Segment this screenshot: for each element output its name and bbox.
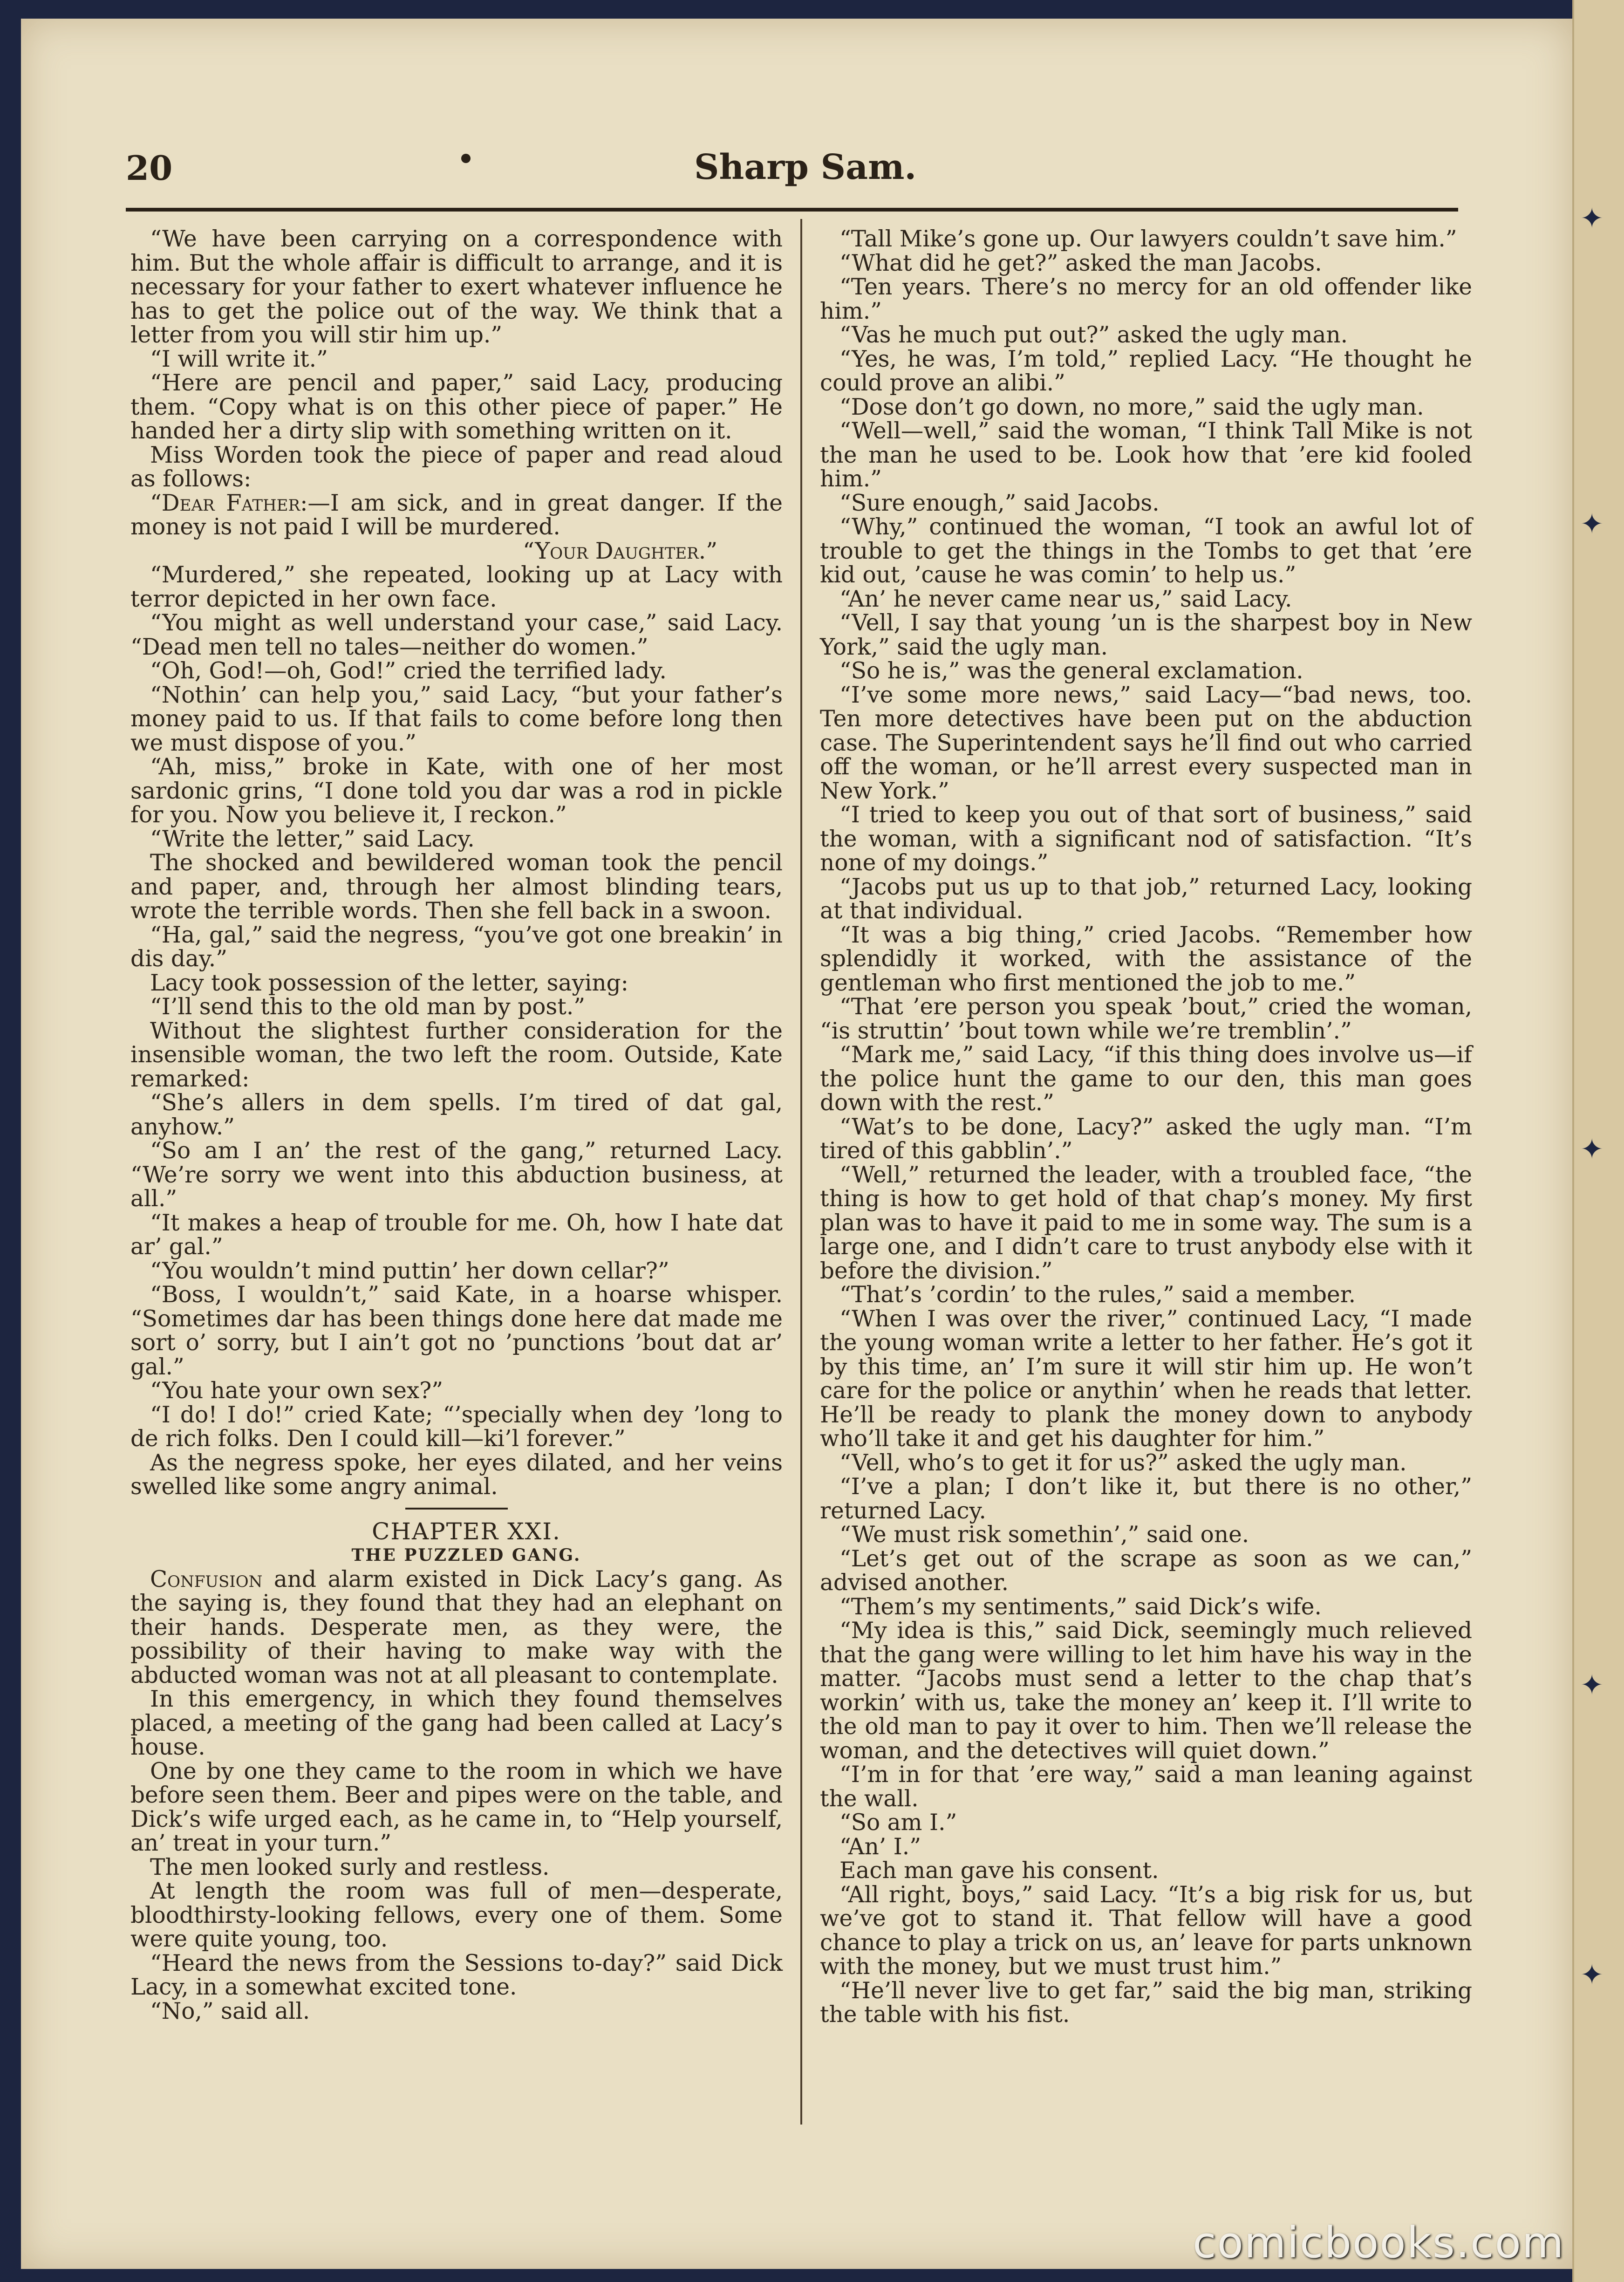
chapter-subtitle: THE PUZZLED GANG. [351,1545,581,1565]
paragraph: “That’s ’cordin’ to the rules,” said a member. [839,1282,1356,1308]
header-ornament [461,154,471,163]
paragraph: At length the room was full of men—desperate, bloodthirsty-looking fellows, every one of them. Some were quite young, too. [130,1878,783,1952]
paragraph: “Mark me,” said Lacy, “if this thing does involve us—if the police hunt the game to our den, this man goes down with the rest.” [820,1042,1472,1116]
paragraph: “Them’s my sentiments,” said Dick’s wife. [839,1593,1322,1620]
running-title: Sharp Sam. [694,147,917,187]
column-divider [800,219,802,2125]
paragraph: “Let’s get out of the scrape as soon as we can,” advised another. [820,1545,1472,1596]
chapter-lead-word: Confusion [150,1566,263,1592]
binding-staple-icon: ✦ [1580,1669,1604,1701]
paragraph: “Here are pencil and paper,” said Lacy, producing them. “Copy what is on this other piece of paper.” He handed her a dirty slip with something written on it. [130,370,783,444]
paragraph: “Murdered,” she repeated, looking up at Lacy with terror depicted in her own face. [130,562,783,612]
paragraph: As the negress spoke, her eyes dilated, and her veins swelled like some angry animal. [130,1449,783,1500]
page-number: 20 [126,148,173,188]
paragraph: In this emergency, in which they found themselves placed, a meeting of the gang had been called at Lacy’s house. [130,1686,783,1760]
chapter-rule [405,1508,508,1510]
paragraph: “Wat’s to be done, Lacy?” asked the ugly man. “I’m tired of this gabblin’.” [820,1114,1472,1164]
paragraph: “Write the letter,” said Lacy. [150,826,475,852]
paragraph: “Ah, miss,” broke in Kate, with one of her most sardonic grins, “I done told you dar was a rod in pickle for you. Now you believe it, I reckon.” [130,754,783,828]
paragraph-text: and alarm existed in Dick Lacy’s gang. As the saying is, they found that they had an elephant on their hands. Desperate men, as they were, the possibility of their having to make way with the abducted woman was not at all pleasant to contemplate. [130,1566,783,1688]
letter-signature: “Your Daughter.” [523,538,717,564]
paragraph: “Ha, gal,” said the negress, “you’ve got one breakin’ in dis day.” [130,922,783,972]
left-column [130,227,783,2023]
binding-staple-icon: ✦ [1580,202,1604,235]
paragraph: “I’m in for that ’ere way,” said a man leaning against the wall. [820,1762,1472,1812]
paragraph: “You hate your own sex?” [150,1378,444,1404]
paragraph: “Dose don’t go down, no more,” said the ugly man. [839,394,1424,420]
paragraph: “Boss, I wouldn’t,” said Kate, in a hoarse whisper. “Sometimes dar has been things done here dat made me sort o’ sorry, but I ain’t got no ’punctions ’bout dat ar’ gal.” [130,1282,783,1380]
paragraph: “Ten years. There’s no mercy for an old offender like him.” [820,274,1472,324]
chapter-title: CHAPTER XXI. [372,1517,561,1545]
paragraph: “Well—well,” said the woman, “I think Tall Mike is not the man he used to be. Look how that ’ere kid fooled him.” [820,418,1472,492]
paragraph: One by one they came to the room in which we have before seen them. Beer and pipes were on the table, and Dick’s wife urged each, as he came in, to “Help yourself, an’ treat in your turn.” [130,1758,783,1856]
paragraph: “It makes a heap of trouble for me. Oh, how I hate dat ar’ gal.” [130,1209,783,1260]
paragraph: “I tried to keep you out of that sort of business,” said the woman, with a significant nod of satisfaction. “It’s none of my doings.” [820,802,1472,876]
watermark: comicbooks.com [1193,2218,1565,2268]
binding-staple-icon: ✦ [1580,1133,1604,1166]
paragraph: “Jacobs put us up to that job,” returned Lacy, looking at that individual. [820,874,1472,924]
paragraph: “Sure enough,” said Jacobs. [839,490,1160,516]
paragraph: “I do! I do!” cried Kate; “’specially when dey ’long to de rich folks. Den I could kill—ki’l forever.” [130,1401,783,1452]
paragraph: “So am I an’ the rest of the gang,” returned Lacy. “We’re sorry we went into this abduction business, at all.” [130,1138,783,1212]
paragraph: “Heard the news from the Sessions to-day?” said Dick Lacy, in a somewhat excited tone. [130,1950,783,2000]
paragraph: “You might as well understand your case,” said Lacy. “Dead men tell no tales—neither do women.” [130,610,783,660]
paragraph: “An’ I.” [839,1833,921,1860]
paragraph: “My idea is this,” said Dick, seemingly much relieved that the gang were willing to let him have his way in the matter. “Jacobs must send a letter to the chap that’s workin’ with us, take the money an’ keep it. I’ll write to the old man to pay it over to him. Then we’ll release the woman, and the detectives will quiet down.” [820,1618,1472,1764]
paragraph: “He’ll never live to get far,” said the big man, striking the table with his fist. [820,1977,1472,2028]
paragraph: “So am I.” [839,1810,957,1836]
paragraph: “An’ he never came near us,” said Lacy. [839,586,1292,612]
paragraph: “Nothin’ can help you,” said Lacy, “but your father’s money paid to us. If that fails to come before long then we must dispose of you.” [130,682,783,756]
paragraph: “Yes, he was, I’m told,” replied Lacy. “He thought he could prove an alibi.” [820,346,1472,396]
paragraph: “Well,” returned the leader, with a troubled face, “the thing is how to get hold of that chap’s money. My first plan was to have it paid to me in some way. The sum is a large one, and I didn’t care to trust anybody else with it before the division.” [820,1161,1472,1284]
paragraph: Without the slightest further consideration for the insensible woman, the two left the room. Outside, Kate remarked: [130,1018,783,1092]
letter-body: —I am sick, and in great danger. If the money is not paid I will be murdered. [130,490,783,540]
paragraph: “We have been carrying on a correspondence with him. But the whole affair is difficult to arrange, and it is necessary for your father to exert whatever influence he has to get the police out of the way. We think that a letter from you will stir him up.” [130,226,783,348]
paragraph: “All right, boys,” said Lacy. “It’s a big risk for us, but we’ve got to stand it. That fellow will have a good chance to play a trick on us, an’ leave for parts unknown with the money, but we must trust him.” [820,1881,1472,1980]
paragraph: Lacy took possession of the letter, saying: [150,970,629,996]
paragraph: Miss Worden took the piece of paper and read aloud as follows: [130,442,783,492]
paragraph [130,1568,783,1688]
paragraph: “Vell, I say that young ’un is the sharpest boy in New York,” said the ugly man. [820,610,1472,660]
paragraph: “We must risk somethin’,” said one. [839,1522,1249,1548]
paragraph: “Vell, who’s to get it for us?” asked the ugly man. [839,1449,1407,1476]
paragraph: “I’ll send this to the old man by post.” [150,994,586,1020]
paragraph: “Why,” continued the woman, “I took an awful lot of trouble to get the things in the Tombs to get that ’ere kid out, ’cause he was comin’ to help us.” [820,514,1472,588]
paragraph: “I’ve some more news,” said Lacy—“bad news, too. Ten more detectives have been put on the abduction case. The Superintendent says he’ll find out who carried off the woman, or he’ll arrest every suspected man in New York.” [820,682,1472,804]
paragraph: “So he is,” was the general exclamation. [839,658,1303,684]
letter-salutation: “Dear Father: [150,490,308,516]
paragraph: “No,” said all. [150,1998,310,2024]
paragraph: The shocked and bewildered woman took the pencil and paper, and, through her almost blinding tears, wrote the terrible words. Then she fell back in a swoon. [130,850,783,924]
paragraph: The men looked surly and restless. [150,1854,550,1880]
header-rule [126,208,1458,212]
paragraph: “What did he get?” asked the man Jacobs. [839,250,1322,276]
paragraph: “You wouldn’t mind puttin’ her down cellar?” [150,1257,669,1284]
paragraph: “That ’ere person you speak ’bout,” cried the woman, “is struttin’ ’bout town while we’re tremblin’.” [820,994,1472,1044]
paragraph: “When I was over the river,” continued Lacy, “I made the young woman write a letter to her father. He’s got it by this time, an’ I’m sure it will stir him up. He won’t care for the police or anythin’ when he reads that letter. He’ll be ready to plank the money down to anybody who’ll take it and get his daughter for him.” [820,1305,1472,1452]
letter-text [130,492,783,540]
paragraph: “Tall Mike’s gone up. Our lawyers couldn’t save him.” [839,226,1457,252]
right-column [820,227,1472,2027]
paragraph: “Vas he much put out?” asked the ugly man. [839,322,1348,348]
paragraph: “I’ve a plan; I don’t like it, but there is no other,” returned Lacy. [820,1474,1472,1524]
paragraph: “I will write it.” [150,346,328,372]
binding-staple-icon: ✦ [1580,508,1604,540]
paragraph: Each man gave his consent. [839,1858,1159,1884]
paragraph: “It was a big thing,” cried Jacobs. “Remember how splendidly it worked, with the assistance of the gentleman who first mentioned the job to me.” [820,922,1472,996]
binding-staple-icon: ✦ [1580,1959,1604,1991]
paragraph: “She’s allers in dem spells. I’m tired of dat gal, anyhow.” [130,1090,783,1140]
paragraph: “Oh, God!—oh, God!” cried the terrified lady. [150,658,667,684]
